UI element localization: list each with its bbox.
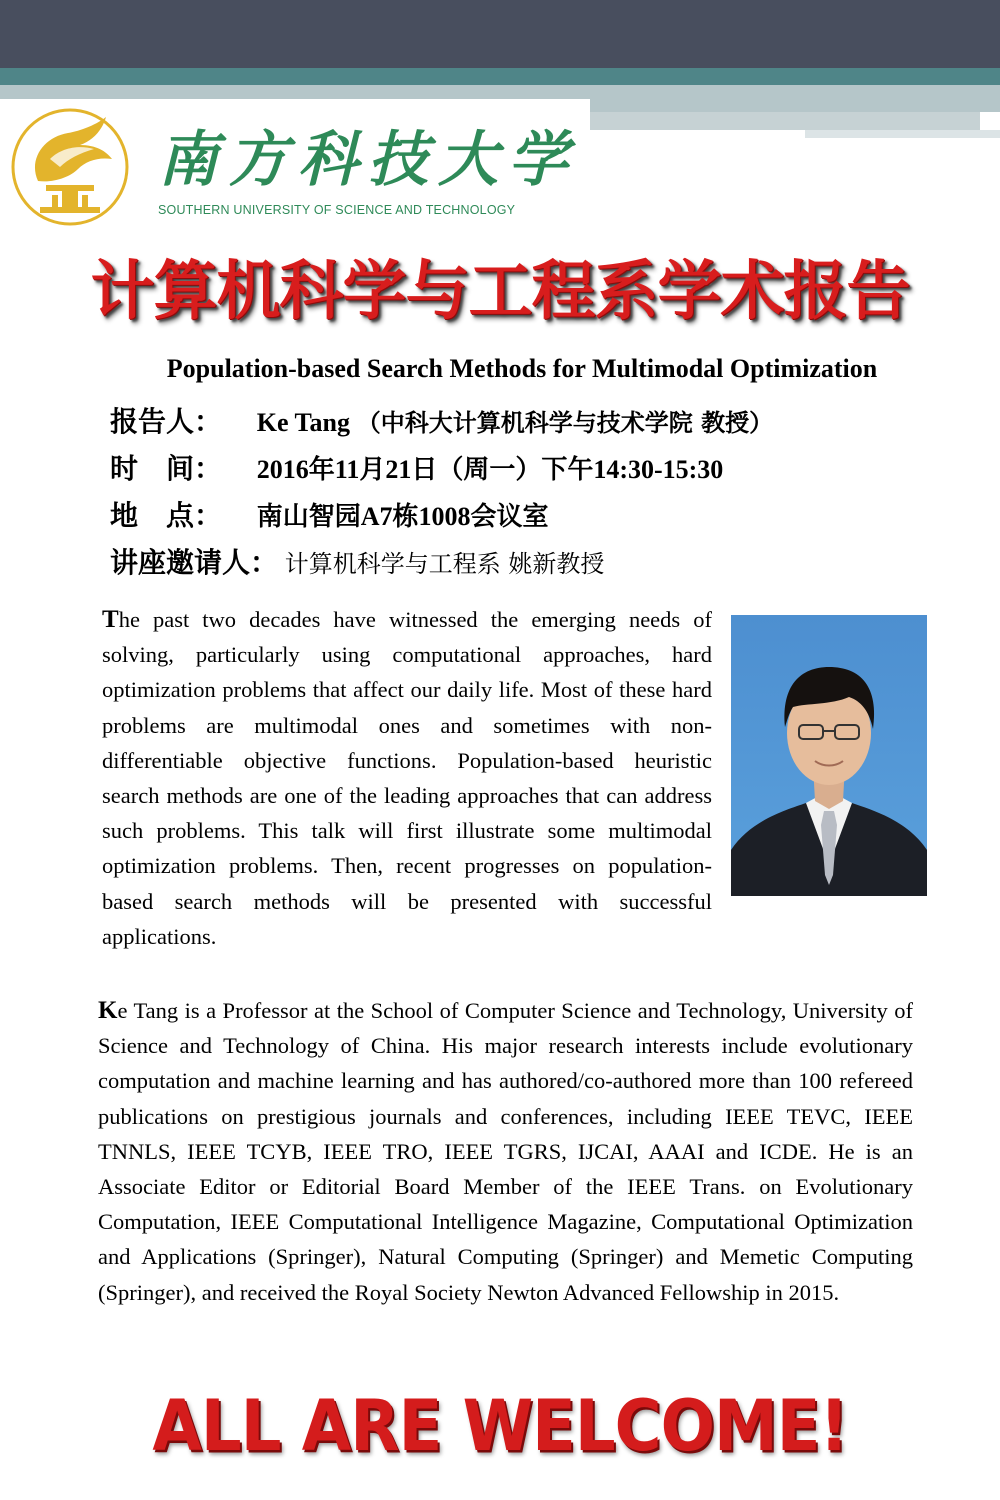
header-band-notch — [805, 130, 1000, 138]
host-label: 讲座邀请人： — [110, 546, 279, 579]
department-report-title: 计算机科学与工程系学术报告 — [90, 255, 910, 329]
speaker-label: 报告人： — [110, 405, 223, 438]
speaker-bio — [98, 993, 913, 1310]
place-row — [110, 494, 549, 534]
torch-logo-icon — [10, 107, 130, 227]
host-value: 计算机科学与工程系 姚新教授 — [284, 550, 605, 578]
abstract-first-letter: T — [102, 606, 119, 633]
header-band-grey — [0, 85, 1000, 99]
place-value: 南山智园A7栋1008会议室 — [256, 502, 549, 531]
header-band-notch — [590, 112, 980, 130]
bio-text: e Tang is a Professor at the School of Computer Science and Technology, University of Science and Technology of China. His major research interests include evolutionary computation and machine learning and has authored/co-authored more than 100 refereed publications on prestigious journals and conferences, including IEEE TEVC, IEEE TNNLS, IEEE TCYB, IEEE TRO, IEEE TGRS, IJCAI, AAAI and ICDE. He is an Associate Editor or Editorial Board Member of the IEEE Trans. on Evolutionary Computation, IEEE Computational Intelligence Magazine, Computational Optimization and Applications (Springer), Natural Computing (Springer) and Memetic Computing (Springer), and received the Royal Society Newton Advanced Fellowship in 2015. — [98, 998, 913, 1305]
abstract-text: he past two decades have witnessed the emerging needs of solving, particularly using computational approaches, hard optimization problems that affect our daily life. Most of these hard problems are multimodal ones and sometimes with non-differentiable objective functions. Population-based heuristic search methods are one of the leading approaches that can address such problems. This talk will first illustrate some multimodal optimization problems. Then, recent progresses on population-based search methods will be presented with successful applications. — [102, 607, 712, 949]
talk-title: Population-based Search Methods for Multimodal Optimization — [166, 354, 878, 383]
speaker-portrait-icon — [731, 615, 927, 896]
header-band-teal — [0, 68, 1000, 85]
welcome-banner: ALL ARE WELCOME! — [152, 1386, 848, 1468]
time-label: 时 间： — [110, 452, 223, 485]
speaker-affiliation: （中科大计算机科学与技术学院 教授） — [356, 409, 774, 437]
place-label: 地 点： — [110, 499, 223, 532]
time-row — [110, 447, 723, 487]
host-row — [110, 541, 604, 581]
speaker-name: Ke Tang — [256, 408, 350, 437]
time-value: 2016年11月21日（周一）下午14:30-15:30 — [256, 455, 724, 484]
university-name-cn: 南方科技大学 — [158, 125, 578, 195]
speaker-row — [110, 400, 773, 440]
header-band-dark — [0, 0, 1000, 68]
bio-first-letter: K — [98, 997, 118, 1024]
talk-abstract — [102, 602, 712, 954]
header-band-notch — [590, 99, 1000, 112]
university-name-en: SOUTHERN UNIVERSITY OF SCIENCE AND TECHNOLOGY — [158, 203, 516, 217]
